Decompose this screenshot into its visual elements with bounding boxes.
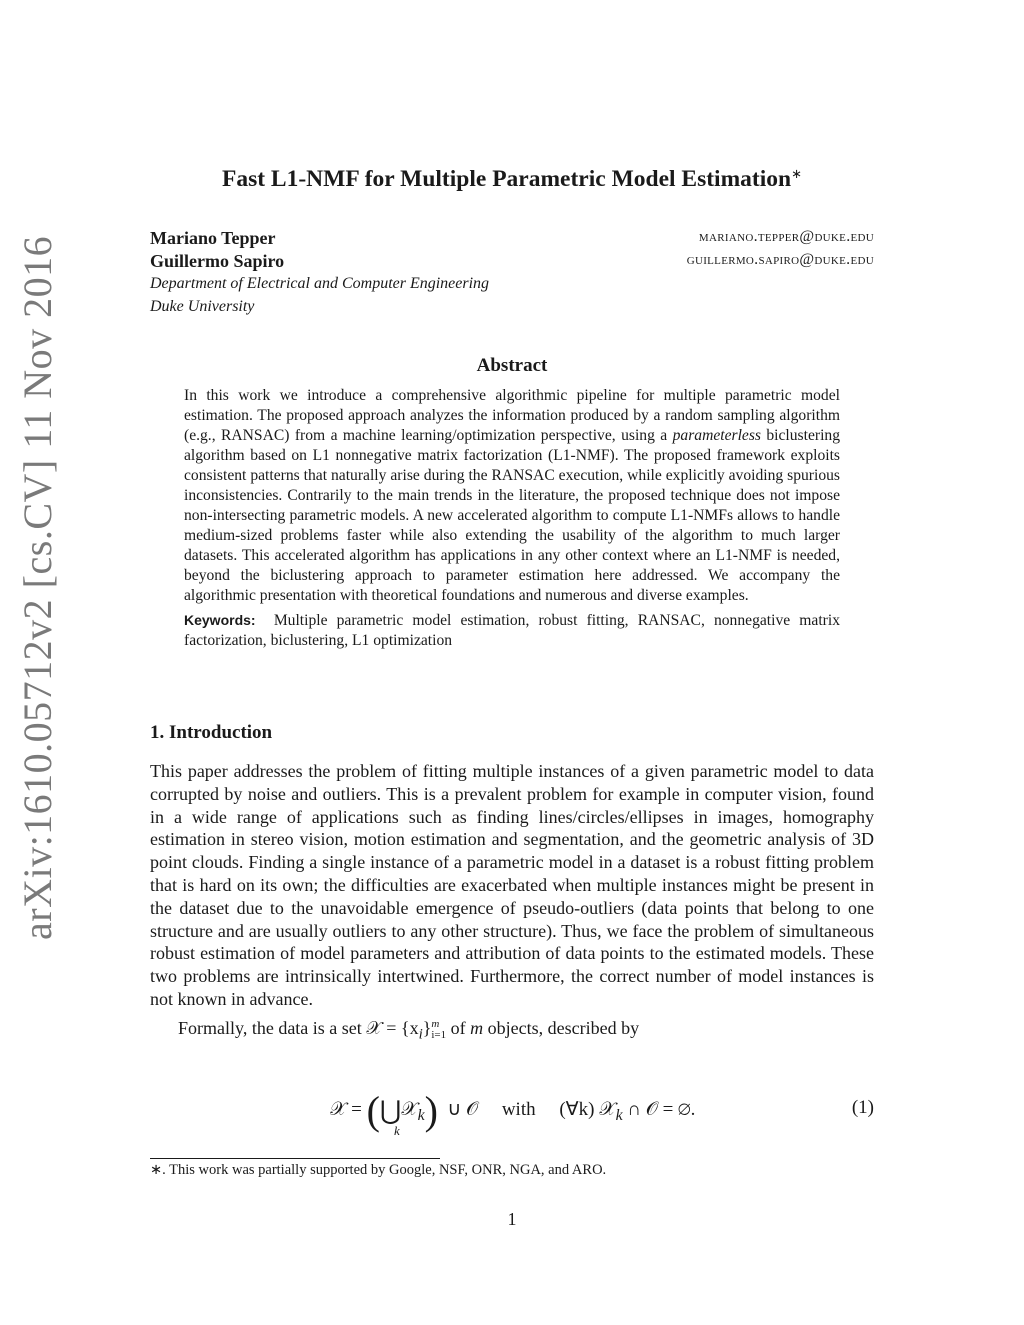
affiliation-department: Department of Electrical and Computer Engineering — [150, 275, 490, 292]
abstract-emphasis: parameterless — [672, 427, 761, 444]
union-index: k — [394, 1123, 400, 1138]
keywords — [184, 610, 840, 651]
keywords-text: Multiple parametric model estimation, robust fitting, RANSAC, nonnegative matrix factorization, biclustering, L1 optimization — [184, 612, 840, 649]
abstract-heading: Abstract — [476, 355, 548, 376]
author-row — [150, 251, 874, 272]
footnote-divider — [150, 1158, 440, 1159]
author-email[interactable]: guillermo.sapiro@duke.edu — [686, 251, 874, 268]
equation-1 — [150, 1085, 874, 1138]
author-name: Guillermo Sapiro — [150, 251, 285, 271]
formally-paragraph: Formally, the data is a set 𝒳 = $\{x_i\}^m_{i=1}$ of m objects, described by — [178, 1017, 640, 1043]
introduction-paragraph: This paper addresses the problem of fitting multiple instances of a given parametric model to data corrupted by noise and outliers. This is a prevalent problem for example in computer vision, found in a wide range of applications such as finding lines/circles/ellipses in images, homography estimation in stereo vision, motion estimation and segmentation, and the geometric analysis of 3D point clouds. Finding a single instance of a parametric model in a dataset is a robust fitting problem that is hard on its own; the difficulties are exacerbated when multiple instances might be present in the dataset due to the unavoidable emergence of pseudo-outliers (data points that belong to one structure and are usually outliers to any other structure). Thus, we face the problem of simultaneous robust estimation of model parameters and attribution of data points to the estimated models. These two problems are intrinsically intertwined. Furthermore, the correct number of model instances is not known in advance. — [150, 761, 874, 1009]
footnote: ∗. This work was partially supported by Google, NSF, ONR, NGA, and ARO. — [150, 1162, 607, 1178]
author-name: Mariano Tepper — [150, 228, 276, 248]
equation-math: 𝒳 = (⋃𝒳$_k$) k ∪ 𝒪 with (∀k) 𝒳$_k$ ∩ 𝒪 = ∅. — [330, 1088, 696, 1138]
equation-with: with — [501, 1099, 536, 1120]
page-number: 1 — [507, 1209, 517, 1229]
affiliation-university: Duke University — [150, 298, 255, 315]
title-text: Fast L1-NMF for Multiple Parametric Model Estimation — [221, 166, 792, 192]
introduction-body — [150, 760, 874, 1047]
paper-title — [150, 166, 874, 193]
abstract-paragraph: In this work we introduce a comprehensive algorithmic pipeline for multiple parametric model estimation. The proposed approach analyzes the information produced by a random sampling algorithm (e.g., RANSAC) from a machine learning/optimization perspective, using a parameterless biclustering algorithm based on L1 nonnegative matrix factorization (L1-NMF). The proposed framework exploits consistent patterns that naturally arise during the RANSAC execution, while explicitly avoiding spurious inconsistencies. Contrarily to the main trends in the literature, the proposed technique does not impose non-intersecting parametric models. A new accelerated algorithm to compute L1-NMFs allows to handle medium-sized problems faster while also extending the usability of the algorithm to much larger datasets. This accelerated algorithm has applications in any other context where an L1-NMF is needed, beyond the biclustering approach to parameter estimation here addressed. We accompany the algorithmic presentation with theoretical foundations and numerous and diverse examples. — [184, 387, 840, 604]
abstract-body — [184, 386, 840, 651]
equation-number: (1) — [851, 1097, 874, 1118]
arxiv-identifier: arXiv:1610.05712v2 [cs.CV] 11 Nov 2016 — [15, 235, 60, 940]
author-row — [150, 228, 874, 249]
section-heading-introduction: 1. Introduction — [150, 722, 273, 743]
keywords-label: Keywords: — [184, 612, 256, 628]
author-email[interactable]: mariano.tepper@duke.edu — [698, 228, 874, 245]
title-footnote-mark: ∗ — [791, 166, 802, 181]
